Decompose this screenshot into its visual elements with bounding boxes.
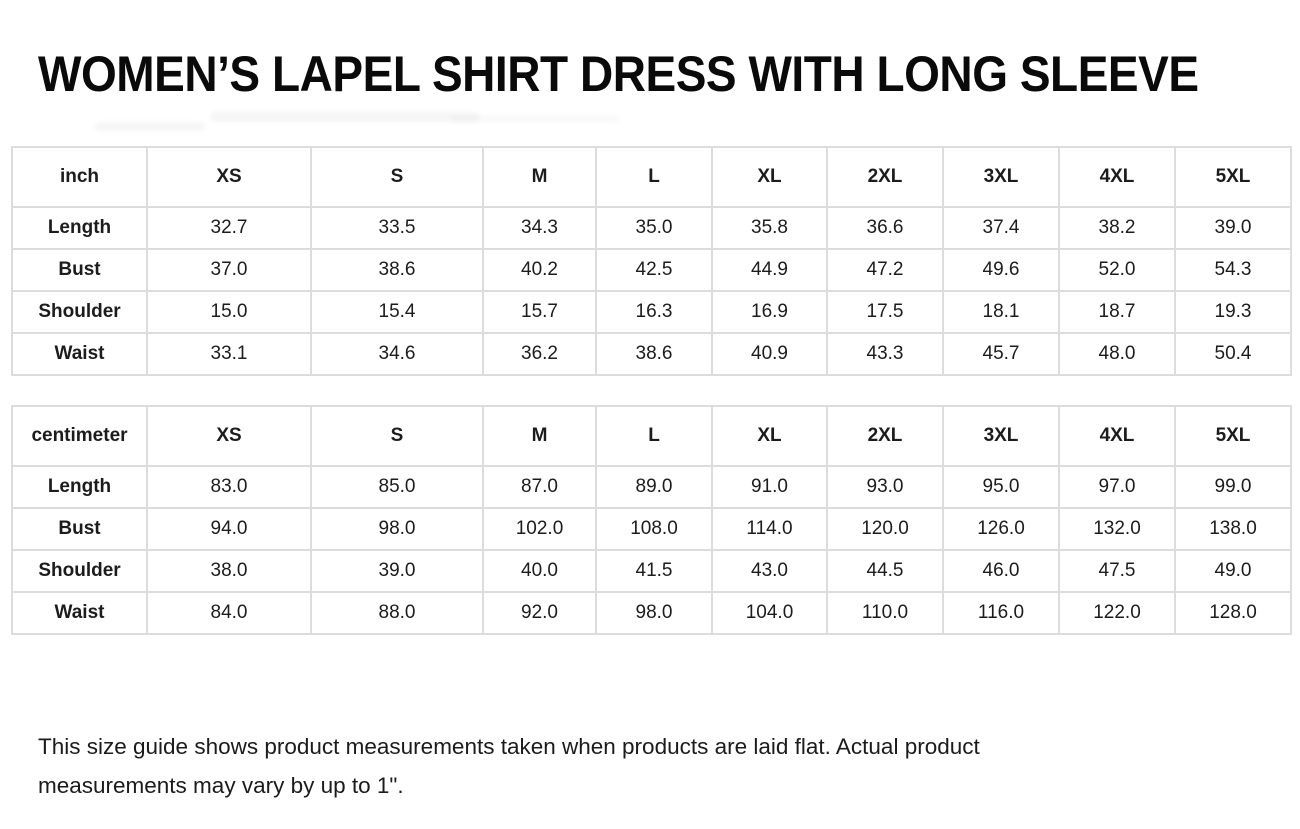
measurement-value-cell: 110.0 bbox=[827, 592, 943, 634]
size-guide-footnote: This size guide shows product measurements taken when products are laid flat. Actual product measurements may vary by up to 1". bbox=[38, 734, 980, 798]
measurement-row bbox=[12, 592, 1291, 634]
measurement-value-cell: 32.7 bbox=[147, 207, 311, 249]
measurement-value-cell: 35.0 bbox=[596, 207, 712, 249]
measurement-value-cell: 40.0 bbox=[483, 550, 596, 592]
size-header-cell: XS bbox=[147, 147, 311, 207]
size-header-cell: 3XL bbox=[943, 406, 1059, 466]
row-label-cell: Bust bbox=[12, 508, 147, 550]
measurement-value-cell: 39.0 bbox=[311, 550, 483, 592]
measurement-value-cell: 50.4 bbox=[1175, 333, 1291, 375]
measurement-value-cell: 108.0 bbox=[596, 508, 712, 550]
measurement-value-cell: 97.0 bbox=[1059, 466, 1175, 508]
row-label-cell: Length bbox=[12, 466, 147, 508]
measurement-row bbox=[12, 508, 1291, 550]
size-header-cell: L bbox=[596, 406, 712, 466]
measurement-value-cell: 33.5 bbox=[311, 207, 483, 249]
measurement-value-cell: 35.8 bbox=[712, 207, 827, 249]
measurement-value-cell: 120.0 bbox=[827, 508, 943, 550]
measurement-value-cell: 15.4 bbox=[311, 291, 483, 333]
size-header-cell: M bbox=[483, 406, 596, 466]
measurement-value-cell: 16.9 bbox=[712, 291, 827, 333]
size-header-cell: 4XL bbox=[1059, 147, 1175, 207]
measurement-value-cell: 95.0 bbox=[943, 466, 1059, 508]
measurement-value-cell: 44.5 bbox=[827, 550, 943, 592]
measurement-value-cell: 49.6 bbox=[943, 249, 1059, 291]
measurement-value-cell: 38.2 bbox=[1059, 207, 1175, 249]
size-header-cell: 2XL bbox=[827, 406, 943, 466]
measurement-value-cell: 102.0 bbox=[483, 508, 596, 550]
size-header-cell: M bbox=[483, 147, 596, 207]
measurement-value-cell: 41.5 bbox=[596, 550, 712, 592]
measurement-row bbox=[12, 291, 1291, 333]
size-header-cell: L bbox=[596, 147, 712, 207]
measurement-value-cell: 54.3 bbox=[1175, 249, 1291, 291]
measurement-value-cell: 47.2 bbox=[827, 249, 943, 291]
measurement-value-cell: 38.6 bbox=[311, 249, 483, 291]
measurement-row bbox=[12, 466, 1291, 508]
measurement-value-cell: 46.0 bbox=[943, 550, 1059, 592]
measurement-value-cell: 99.0 bbox=[1175, 466, 1291, 508]
measurement-value-cell: 42.5 bbox=[596, 249, 712, 291]
size-header-cell: XS bbox=[147, 406, 311, 466]
measurement-row bbox=[12, 249, 1291, 291]
row-label-cell: Waist bbox=[12, 333, 147, 375]
row-label-cell: Shoulder bbox=[12, 550, 147, 592]
measurement-value-cell: 116.0 bbox=[943, 592, 1059, 634]
measurement-value-cell: 98.0 bbox=[596, 592, 712, 634]
measurement-value-cell: 17.5 bbox=[827, 291, 943, 333]
size-tables-container bbox=[11, 146, 1290, 635]
measurement-value-cell: 15.7 bbox=[483, 291, 596, 333]
faded-print-artifact bbox=[95, 122, 205, 131]
unit-header-cell: inch bbox=[12, 147, 147, 207]
measurement-value-cell: 36.2 bbox=[483, 333, 596, 375]
measurement-value-cell: 87.0 bbox=[483, 466, 596, 508]
measurement-value-cell: 16.3 bbox=[596, 291, 712, 333]
measurement-value-cell: 38.6 bbox=[596, 333, 712, 375]
size-table-centimeter bbox=[11, 405, 1292, 635]
measurement-value-cell: 89.0 bbox=[596, 466, 712, 508]
measurement-value-cell: 91.0 bbox=[712, 466, 827, 508]
measurement-value-cell: 132.0 bbox=[1059, 508, 1175, 550]
measurement-value-cell: 104.0 bbox=[712, 592, 827, 634]
measurement-value-cell: 52.0 bbox=[1059, 249, 1175, 291]
measurement-value-cell: 15.0 bbox=[147, 291, 311, 333]
measurement-value-cell: 48.0 bbox=[1059, 333, 1175, 375]
measurement-value-cell: 40.2 bbox=[483, 249, 596, 291]
measurement-value-cell: 39.0 bbox=[1175, 207, 1291, 249]
measurement-value-cell: 34.6 bbox=[311, 333, 483, 375]
size-header-cell: 2XL bbox=[827, 147, 943, 207]
row-label-cell: Bust bbox=[12, 249, 147, 291]
measurement-value-cell: 88.0 bbox=[311, 592, 483, 634]
measurement-value-cell: 43.3 bbox=[827, 333, 943, 375]
measurement-value-cell: 114.0 bbox=[712, 508, 827, 550]
measurement-value-cell: 49.0 bbox=[1175, 550, 1291, 592]
measurement-value-cell: 37.0 bbox=[147, 249, 311, 291]
measurement-value-cell: 19.3 bbox=[1175, 291, 1291, 333]
measurement-value-cell: 37.4 bbox=[943, 207, 1059, 249]
measurement-value-cell: 43.0 bbox=[712, 550, 827, 592]
size-header-cell: 5XL bbox=[1175, 147, 1291, 207]
faded-print-artifact bbox=[450, 115, 620, 123]
measurement-value-cell: 18.1 bbox=[943, 291, 1059, 333]
measurement-value-cell: 44.9 bbox=[712, 249, 827, 291]
size-table-inch bbox=[11, 146, 1292, 376]
measurement-value-cell: 40.9 bbox=[712, 333, 827, 375]
measurement-value-cell: 34.3 bbox=[483, 207, 596, 249]
row-label-cell: Waist bbox=[12, 592, 147, 634]
size-header-cell: S bbox=[311, 147, 483, 207]
measurement-value-cell: 83.0 bbox=[147, 466, 311, 508]
measurement-value-cell: 33.1 bbox=[147, 333, 311, 375]
measurement-row bbox=[12, 550, 1291, 592]
measurement-value-cell: 122.0 bbox=[1059, 592, 1175, 634]
size-header-cell: 3XL bbox=[943, 147, 1059, 207]
measurement-value-cell: 85.0 bbox=[311, 466, 483, 508]
measurement-value-cell: 126.0 bbox=[943, 508, 1059, 550]
size-header-cell: XL bbox=[712, 406, 827, 466]
unit-header-cell: centimeter bbox=[12, 406, 147, 466]
measurement-value-cell: 98.0 bbox=[311, 508, 483, 550]
size-header-cell: 4XL bbox=[1059, 406, 1175, 466]
measurement-value-cell: 47.5 bbox=[1059, 550, 1175, 592]
measurement-value-cell: 36.6 bbox=[827, 207, 943, 249]
row-label-cell: Shoulder bbox=[12, 291, 147, 333]
header-row bbox=[12, 406, 1291, 466]
measurement-value-cell: 93.0 bbox=[827, 466, 943, 508]
measurement-value-cell: 92.0 bbox=[483, 592, 596, 634]
row-label-cell: Length bbox=[12, 207, 147, 249]
size-header-cell: XL bbox=[712, 147, 827, 207]
faded-print-artifact bbox=[210, 112, 480, 122]
measurement-row bbox=[12, 207, 1291, 249]
header-row bbox=[12, 147, 1291, 207]
measurement-value-cell: 18.7 bbox=[1059, 291, 1175, 333]
measurement-value-cell: 84.0 bbox=[147, 592, 311, 634]
page-title: WOMEN’S LAPEL SHIRT DRESS WITH LONG SLEEVE bbox=[38, 46, 1199, 102]
measurement-value-cell: 94.0 bbox=[147, 508, 311, 550]
measurement-value-cell: 38.0 bbox=[147, 550, 311, 592]
size-header-cell: S bbox=[311, 406, 483, 466]
measurement-value-cell: 138.0 bbox=[1175, 508, 1291, 550]
size-header-cell: 5XL bbox=[1175, 406, 1291, 466]
measurement-value-cell: 128.0 bbox=[1175, 592, 1291, 634]
measurement-value-cell: 45.7 bbox=[943, 333, 1059, 375]
measurement-row bbox=[12, 333, 1291, 375]
